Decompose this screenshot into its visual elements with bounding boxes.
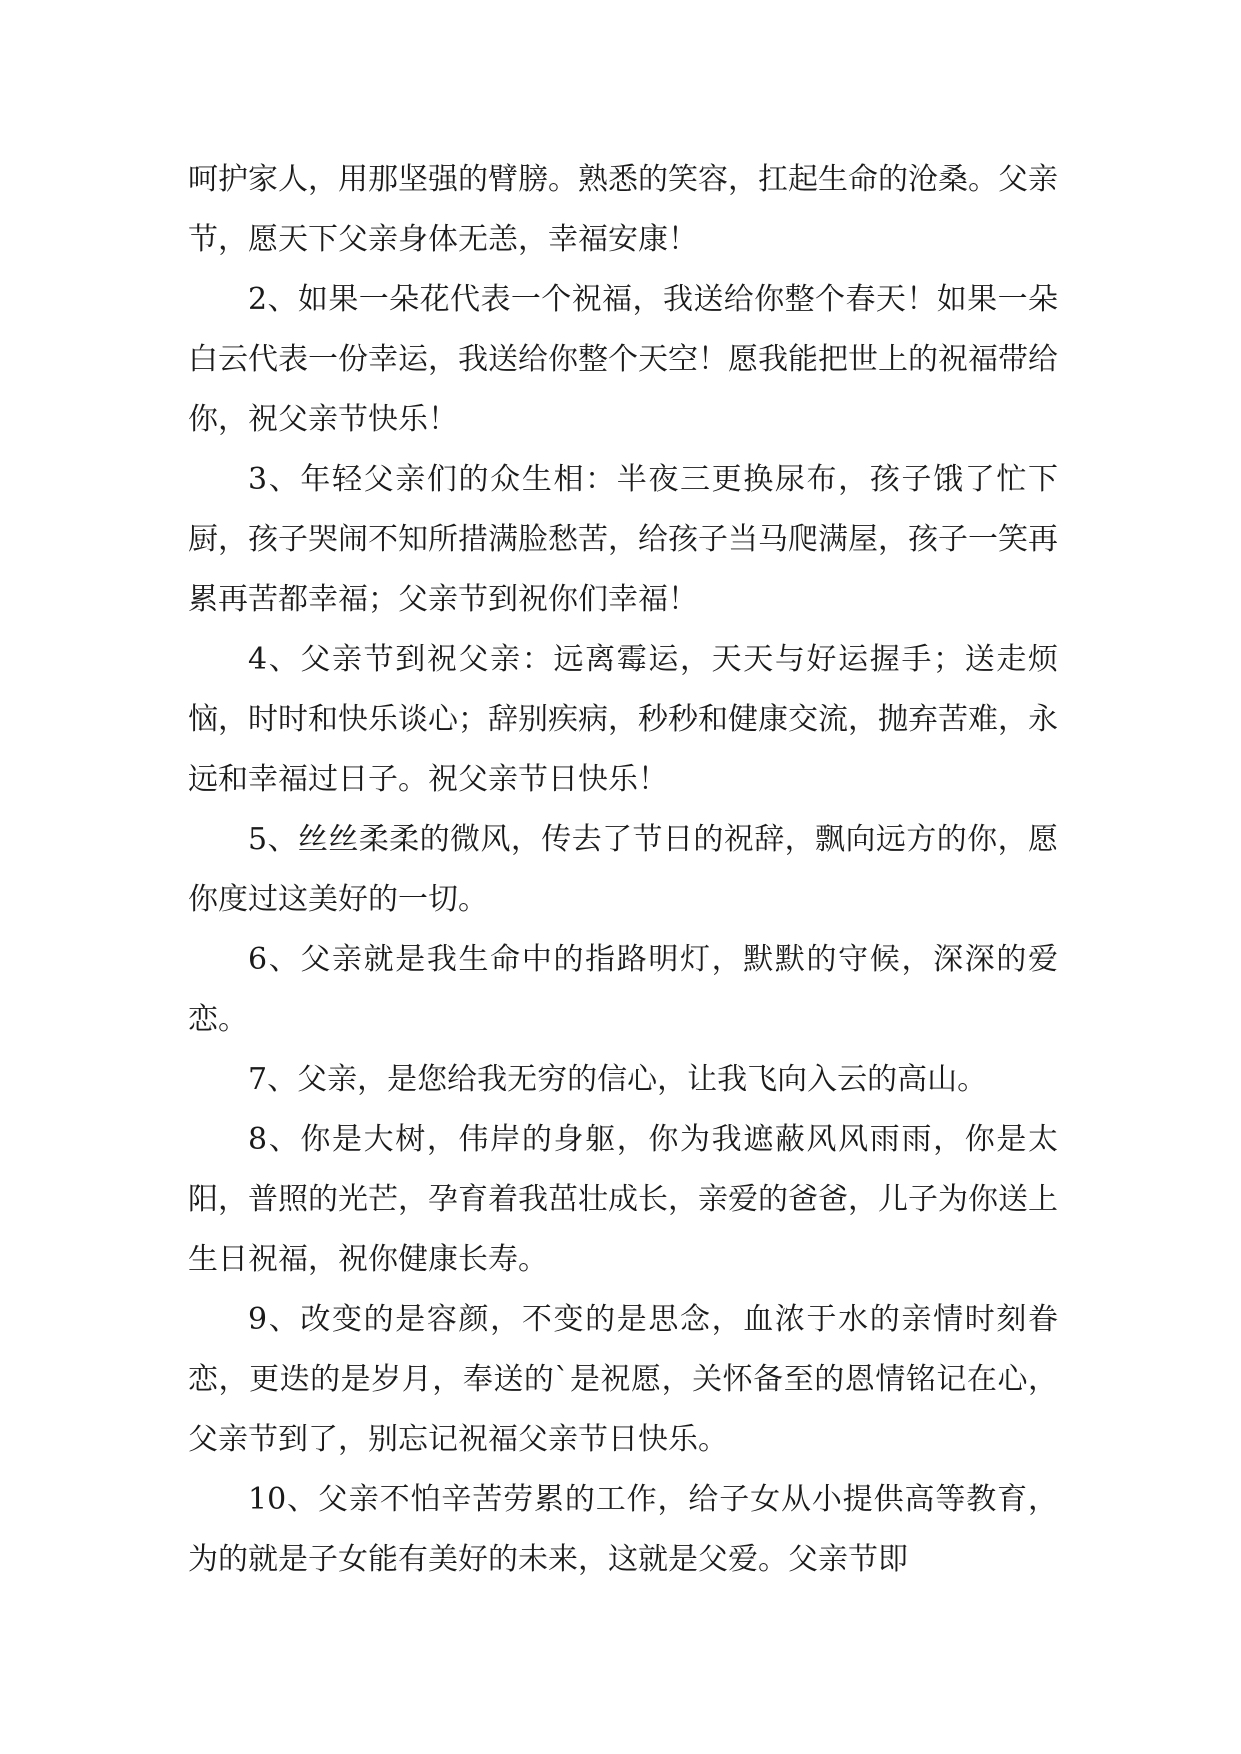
- paragraph-6: 6、父亲就是我生命中的指路明灯，默默的守候，深深的爱恋。: [188, 942, 1058, 1037]
- paragraph-4: 4、父亲节到祝父亲：远离霉运，天天与好运握手；送走烦恼，时时和快乐谈心；辞别疾病，秒秒和健康交流，抛弃苦难，永远和幸福过日子。祝父亲节日快乐！: [188, 642, 1058, 797]
- paragraph-7: 7、父亲，是您给我无穷的信心，让我飞向入云的高山。: [248, 1062, 988, 1097]
- paragraph-9: 9、改变的是容颜，不变的是思念，血浓于水的亲情时刻眷恋，更迭的是岁月，奉送的`是祝愿，关怀备至的恩情铭记在心，父亲节到了，别忘记祝福父亲节日快乐。: [188, 1302, 1058, 1457]
- paragraph-2: 2、如果一朵花代表一个祝福，我送给你整个春天！如果一朵白云代表一份幸运，我送给你整个天空！愿我能把世上的祝福带给你，祝父亲节快乐！: [188, 282, 1058, 437]
- paragraph-10: 10、父亲不怕辛苦劳累的工作，给子女从小提供高等教育，为的就是子女能有美好的未来，这就是父爱。父亲节即: [188, 1482, 1058, 1577]
- paragraph-1: 呵护家人，用那坚强的臂膀。熟悉的笑容，扛起生命的沧桑。父亲节，愿天下父亲身体无恙，幸福安康！: [188, 162, 1058, 257]
- paragraph-3: 3、年轻父亲们的众生相：半夜三更换尿布，孩子饿了忙下厨，孩子哭闹不知所措满脸愁苦，给孩子当马爬满屋，孩子一笑再累再苦都幸福；父亲节到祝你们幸福！: [188, 462, 1058, 617]
- paragraph-5: 5、丝丝柔柔的微风，传去了节日的祝辞，飘向远方的你，愿你度过这美好的一切。: [188, 822, 1058, 917]
- document-body: [188, 150, 1058, 1590]
- paragraph-8: 8、你是大树，伟岸的身躯，你为我遮蔽风风雨雨，你是太阳，普照的光芒，孕育着我茁壮成长，亲爱的爸爸，儿子为你送上生日祝福，祝你健康长寿。: [188, 1122, 1058, 1277]
